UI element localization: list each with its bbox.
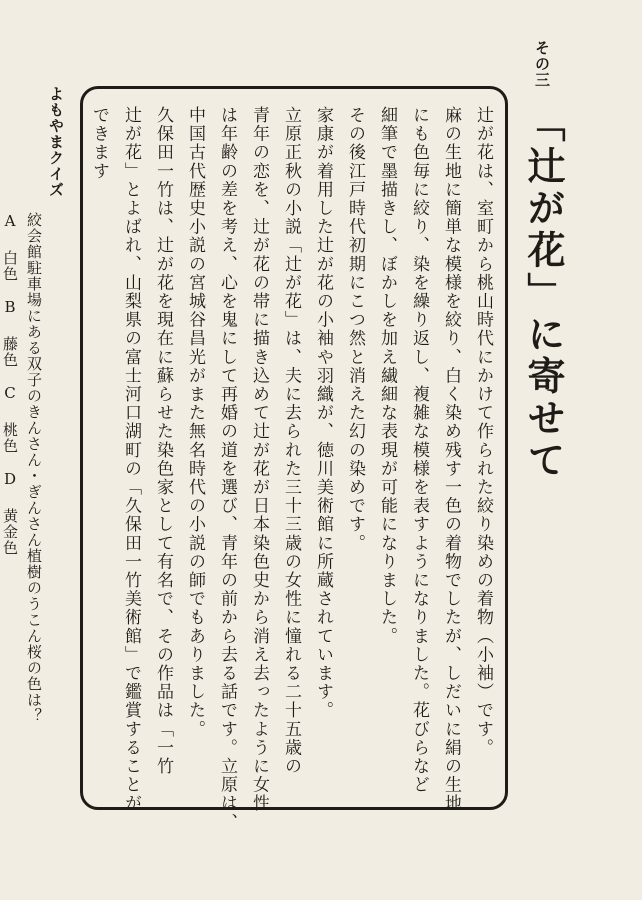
article-line: その後江戸時代初期にこつ然と消えた幻の染めです。 bbox=[345, 106, 365, 553]
quiz-option-d: D 黄金色 bbox=[1, 470, 19, 556]
quiz-title: よもやまクイズ bbox=[47, 86, 65, 198]
quiz-option-c: C 桃色 bbox=[1, 384, 19, 454]
series-label: その三 bbox=[533, 40, 551, 88]
quiz-options bbox=[0, 212, 21, 556]
article-line: 立原正秋の小説「辻が花」は、夫に去られた三十三歳の女性に憧れる二十五歳の bbox=[281, 106, 301, 776]
quiz-question: 絞会館駐車場にある双子のきんさん・ぎんさん植樹のうこん桜の色は？ bbox=[25, 212, 43, 724]
article-line: 辻が花」とよばれ、山梨県の富士河口湖町の「久保田一竹美術館」で鑑賞することが bbox=[121, 106, 141, 813]
article-line: 辻が花は、室町から桃山時代にかけて作られた絞り染めの着物（小袖）です。 bbox=[473, 106, 493, 757]
article-line: は年齢の差を考え、心を鬼にして再婚の道を選び、青年の前から去る話です。立原は、 bbox=[217, 106, 237, 832]
article-line: 久保田一竹は、辻が花を現在に蘇らせた染色家として有名で、その作品は「一竹 bbox=[153, 106, 173, 776]
quiz-option-b: B 藤色 bbox=[1, 298, 19, 368]
page-title: 「辻が花」に寄せて bbox=[521, 104, 566, 482]
quiz-option-a: A 白色 bbox=[1, 212, 19, 282]
article-line: 細筆で墨描きし、ぼかしを加え繊細な表現が可能になりました。 bbox=[377, 106, 397, 646]
article-line: 中国古代歴史小説の宮城谷昌光がまた無名時代の小説の師でもありました。 bbox=[185, 106, 205, 739]
article-line: 青年の恋を、辻が花の帯に描き込めて辻が花が日本染色史から消え去ったように女性 bbox=[249, 106, 269, 813]
article-line: 麻の生地に簡単な模様を絞り、白く染め残す一色の着物でしたが、しだいに絹の生地 bbox=[441, 106, 461, 813]
article-line: できます bbox=[89, 106, 109, 181]
article-line: 家康が着用した辻が花の小袖や羽織が、徳川美術館に所蔵されています。 bbox=[313, 106, 333, 720]
article-line: にも色毎に絞り、染を繰り返し、複雑な模様を表すようになりました。花びらなど bbox=[409, 106, 429, 795]
